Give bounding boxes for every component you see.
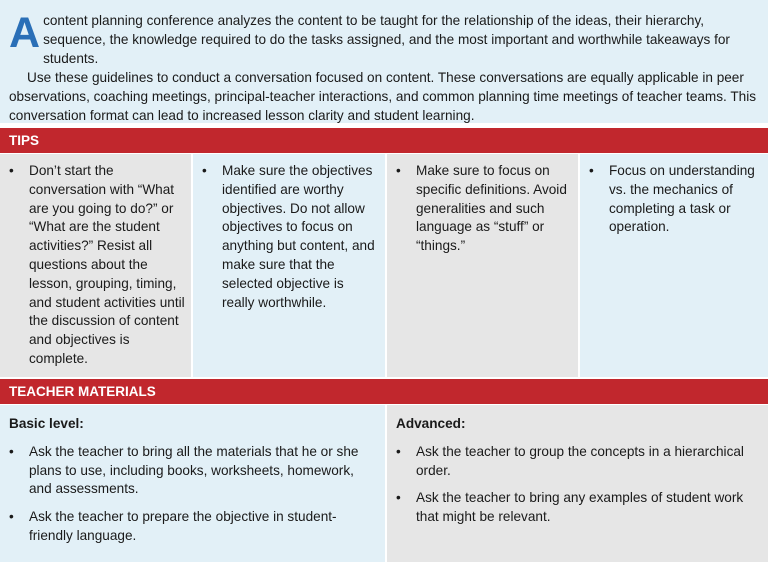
- tip-text-3: Make sure to focus on specific definitions. Avoid generalities and such language as “stuff” or “things.”: [416, 163, 567, 254]
- bullet-icon: •: [396, 163, 401, 178]
- intro-paragraph-1: [9, 11, 758, 68]
- bullet-icon: •: [396, 443, 401, 459]
- list-item: [396, 443, 760, 481]
- basic-item-2: Ask the teacher to prepare the objective in student-friendly language.: [29, 509, 337, 543]
- advanced-title: Advanced:: [396, 416, 466, 431]
- basic-level-panel: [0, 405, 385, 562]
- bullet-icon: •: [9, 163, 14, 178]
- intro-paragraph-2: Use these guidelines to conduct a conversation focused on content. These conversations are equally applicable in peer observations, coaching meetings, principal-teacher interactions, and common planning time meetings of teacher teams. This conversation format can lead to increased lesson clarity and student learning.: [9, 70, 757, 123]
- advanced-item-2: Ask the teacher to bring any examples of student work that might be relevant.: [416, 490, 744, 525]
- list-item: [396, 489, 760, 527]
- tip-column-3: [387, 154, 578, 377]
- bullet-icon: •: [9, 509, 14, 525]
- list-item: [9, 443, 377, 499]
- advanced-item-1: Ask the teacher to group the concepts in a hierarchical order.: [416, 443, 744, 478]
- tips-header: TIPS: [0, 128, 768, 153]
- drop-cap: A: [9, 9, 41, 57]
- advanced-panel: [387, 405, 768, 562]
- tip-column-4: [580, 154, 768, 377]
- teacher-materials-header: TEACHER MATERIALS: [0, 379, 768, 404]
- list-item: [9, 508, 377, 546]
- tip-column-1: [0, 154, 191, 377]
- tip-text-1: Don’t start the conversation with “What are you going to do?” or “What are the student activities?” Resist all questions about the lesson, grouping, timing, and student activities until the discussion of content and objectives is complete.: [29, 163, 185, 366]
- tip-text-2: Make sure the objectives identified are worthy objectives. Do not allow objectives to focus on anything but content, and make sure that the selected objective is really worthwhile.: [222, 163, 375, 310]
- tip-column-2: [193, 154, 385, 377]
- teacher-materials-section: [0, 405, 768, 562]
- tip-text-4: Focus on understanding vs. the mechanics of completing a task or operation.: [609, 163, 755, 235]
- bullet-icon: •: [589, 163, 594, 178]
- tips-grid: [0, 154, 768, 377]
- basic-item-1: Ask the teacher to bring all the materials that he or she plans to use, including books, worksheets, homework, and assessments.: [29, 443, 359, 497]
- intro-section: [0, 0, 768, 123]
- basic-level-title: Basic level:: [9, 416, 84, 431]
- bullet-icon: •: [202, 163, 207, 178]
- bullet-icon: •: [9, 443, 14, 459]
- intro-paragraph-1-text: content planning conference analyzes the content to be taught for the relationship of the ideas, their hierarchy, sequence, the knowledge required to do the tasks assigned, and the most important and worthwhile takeaways for students.: [43, 13, 730, 66]
- bullet-icon: •: [396, 490, 401, 506]
